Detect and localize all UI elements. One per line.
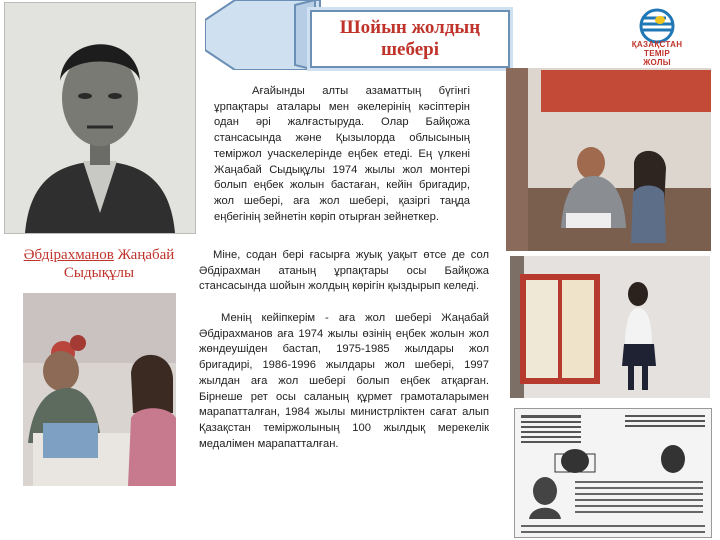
page-title: Шойын жолдың шебері (310, 10, 510, 68)
caption-surname: Әбдірахманов (23, 247, 114, 263)
logo-text (610, 40, 704, 67)
paragraph-intro: Ағайынды алты азаматтың бүгінгі ұрпақтары аталары мен әкелерінің кәсіптерін одан әрі жалғастыруда. Олар Байқожа стансасында және Қызылорда облысының теміржол учаскелерінде еңбек етеді. Ең үлкені Жаңабай Сыдықұлы 1974 жылы жол монтері болып еңбек жолын бастаған, кейін бригадир, жол шебері, аға жол шебері, қазіргі таңда еңбегінің зейнетін көріп отырған зейнеткер. (214, 85, 470, 223)
portrait-photo (4, 2, 196, 234)
logo-line-1: ҚАЗАҚСТАН (631, 40, 683, 49)
living-room-photo (506, 68, 711, 251)
exhibition-photo (510, 256, 710, 398)
portrait-caption (4, 246, 194, 282)
caption-name: Жаңабай Сыдықұлы (63, 247, 175, 281)
paragraph-3: Менің кейіпкерім - аға жол шебері Жаңабай Әбдірахманов аға 1974 жылы өзінің еңбек жолын жол жөндеушіден бастап, 1975-1985 жылдары жол бригадирі, 1986-1996 жылдары жол шебері, 1997 жылдан аға жол шебері болып еңбек атқарған. Бірнеше рет осы саланың құрмет грамоталарымен марапатталған, 1984 жылы министрліктен сағат алып Қазақстан теміржолының 100 жылдық мерекелік медалімен марапатталған. (199, 312, 489, 450)
logo-line-3: ЖОЛЫ (643, 58, 671, 67)
paragraph-2: Міне, содан бері ғасырға жуық уақыт өтсе де сол Әбдірахман атаның ұрпақтары осы Байқожа стансасында шойын жолдың көрігін қыздырып келеді. (199, 249, 489, 293)
logo-line-2: ТЕМІР (644, 49, 670, 58)
interview-photo (23, 293, 176, 486)
newspaper-photo (514, 408, 712, 538)
